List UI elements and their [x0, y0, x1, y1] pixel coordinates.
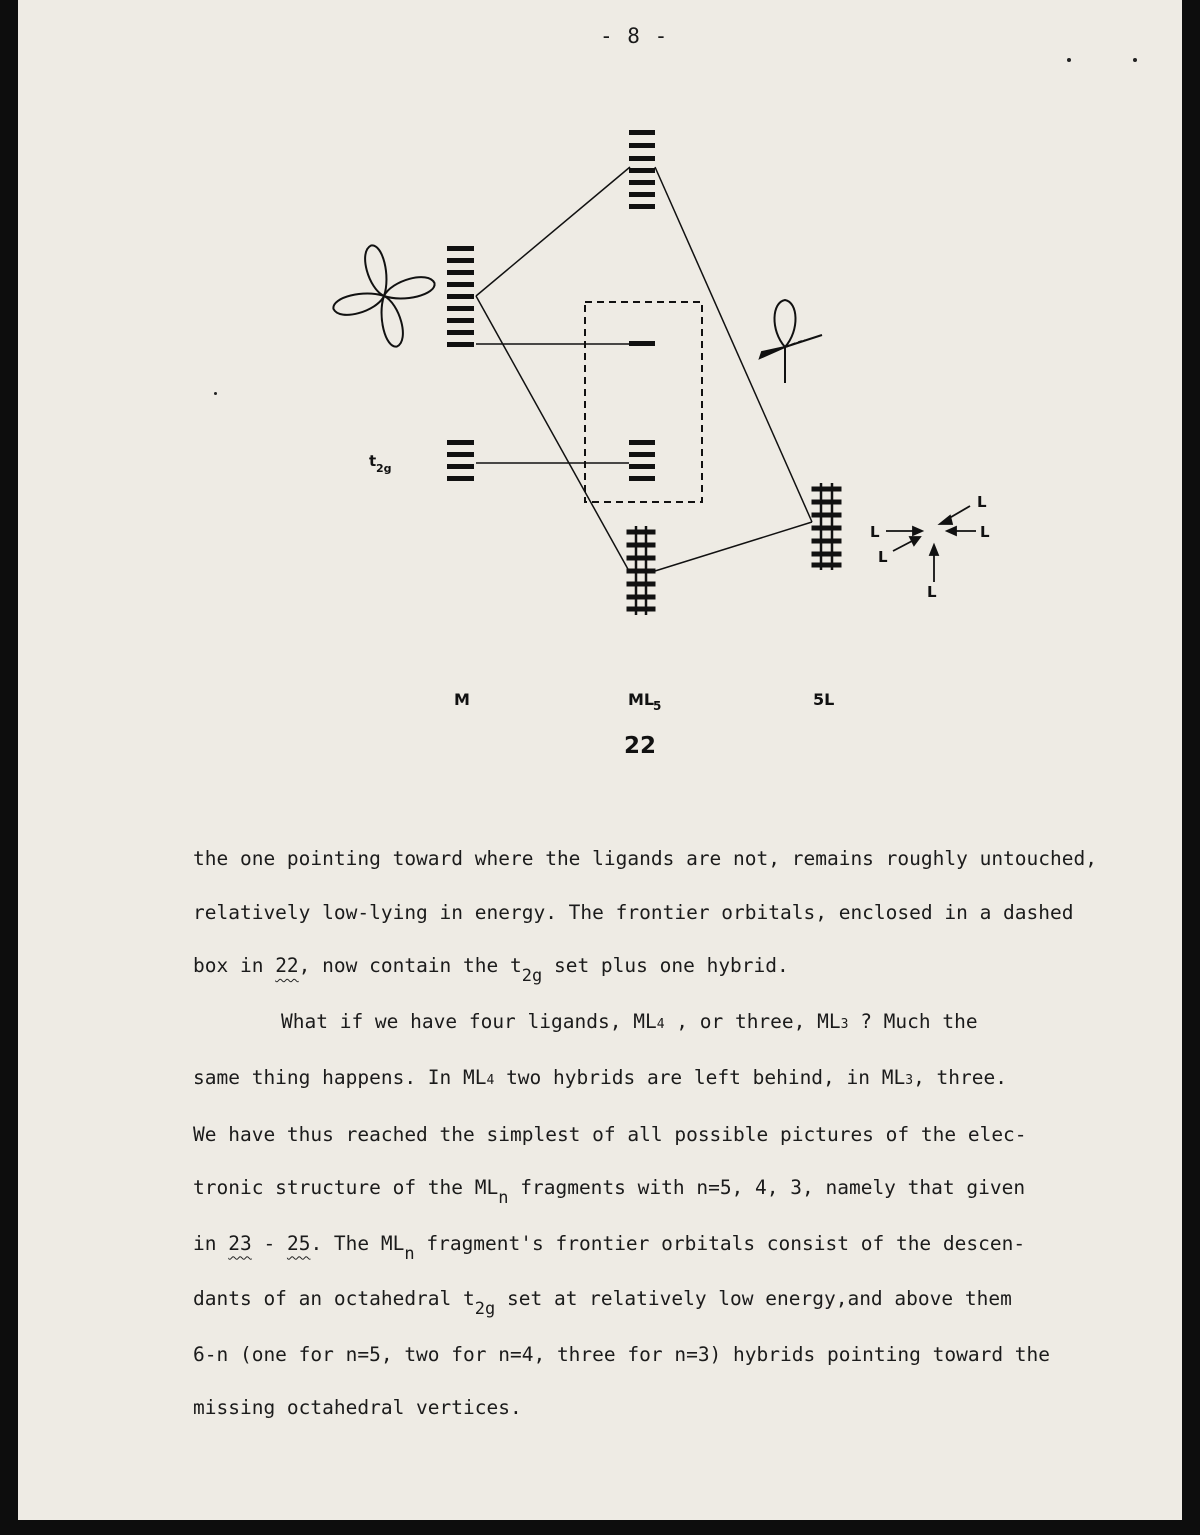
- ml5-upper-levels: [629, 130, 655, 209]
- text-line: in 23 - 25. The MLn fragment's frontier orbitals consist of the descen-: [193, 1231, 1026, 1264]
- structure-ref-23: 23: [228, 1231, 252, 1255]
- text-line: What if we have four ligands, ML4 , or three, ML3 ? Much the: [281, 1009, 978, 1033]
- frontier-orbital-box: [585, 302, 702, 502]
- structure-ref-22: 22: [275, 954, 299, 977]
- ligand-label: L: [980, 523, 990, 541]
- ligand-label: L: [927, 583, 937, 601]
- figure-number: 22: [624, 733, 657, 759]
- text-line: relatively low-lying in energy. The frontier orbitals, enclosed in a dashed: [193, 900, 1074, 924]
- t2g-label-subscript: 2g: [376, 462, 392, 475]
- ml5-hybrid-level: [629, 341, 655, 346]
- text-line: missing octahedral vertices.: [193, 1396, 522, 1419]
- ligand-arrangement-icon: [886, 506, 976, 582]
- text-line: the one pointing toward where the ligands are not, remains roughly untouched,: [193, 847, 1097, 870]
- t2g-label: t: [369, 452, 377, 470]
- body-text: [193, 832, 1113, 1435]
- text-line: 6-n (one for n=5, two for n=4, three for n=3) hybrids pointing toward the: [193, 1342, 1051, 1366]
- page-number: - 8 -: [600, 24, 669, 48]
- correlation-lines: [476, 167, 812, 571]
- column-label-5l: 5L: [813, 690, 835, 709]
- structure-ref-25: 25: [286, 1231, 311, 1255]
- column-label-ml5-subscript: 5: [653, 699, 662, 713]
- d-orbital-cloverleaf-icon: [332, 244, 437, 349]
- ligand-label: L: [878, 548, 888, 566]
- column-label-ml5: ML: [628, 690, 655, 709]
- text-line: box in 22, now contain the t2g set plus one hybrid.: [193, 954, 789, 986]
- text-line: dants of an octahedral t2g set at relatively low energy,and above them: [193, 1287, 1012, 1319]
- text-line: We have thus reached the simplest of all possible pictures of the elec-: [193, 1122, 1027, 1146]
- ml5-t2g-levels: [629, 440, 655, 481]
- text-line: same thing happens. In ML4 two hybrids are left behind, in ML3, three.: [193, 1066, 1007, 1089]
- ml5-filled-levels: [627, 526, 655, 615]
- ligand-label: L: [870, 523, 880, 541]
- text-line: tronic structure of the MLn fragments with n=5, 4, 3, namely that given: [193, 1176, 1026, 1208]
- m-t2g-levels: [447, 440, 474, 481]
- hybrid-orbital-icon: [760, 300, 822, 383]
- column-label-m: M: [454, 690, 470, 709]
- ligand-label: L: [977, 493, 987, 511]
- ligand-filled-levels: [812, 483, 841, 570]
- m-upper-levels: [447, 246, 474, 347]
